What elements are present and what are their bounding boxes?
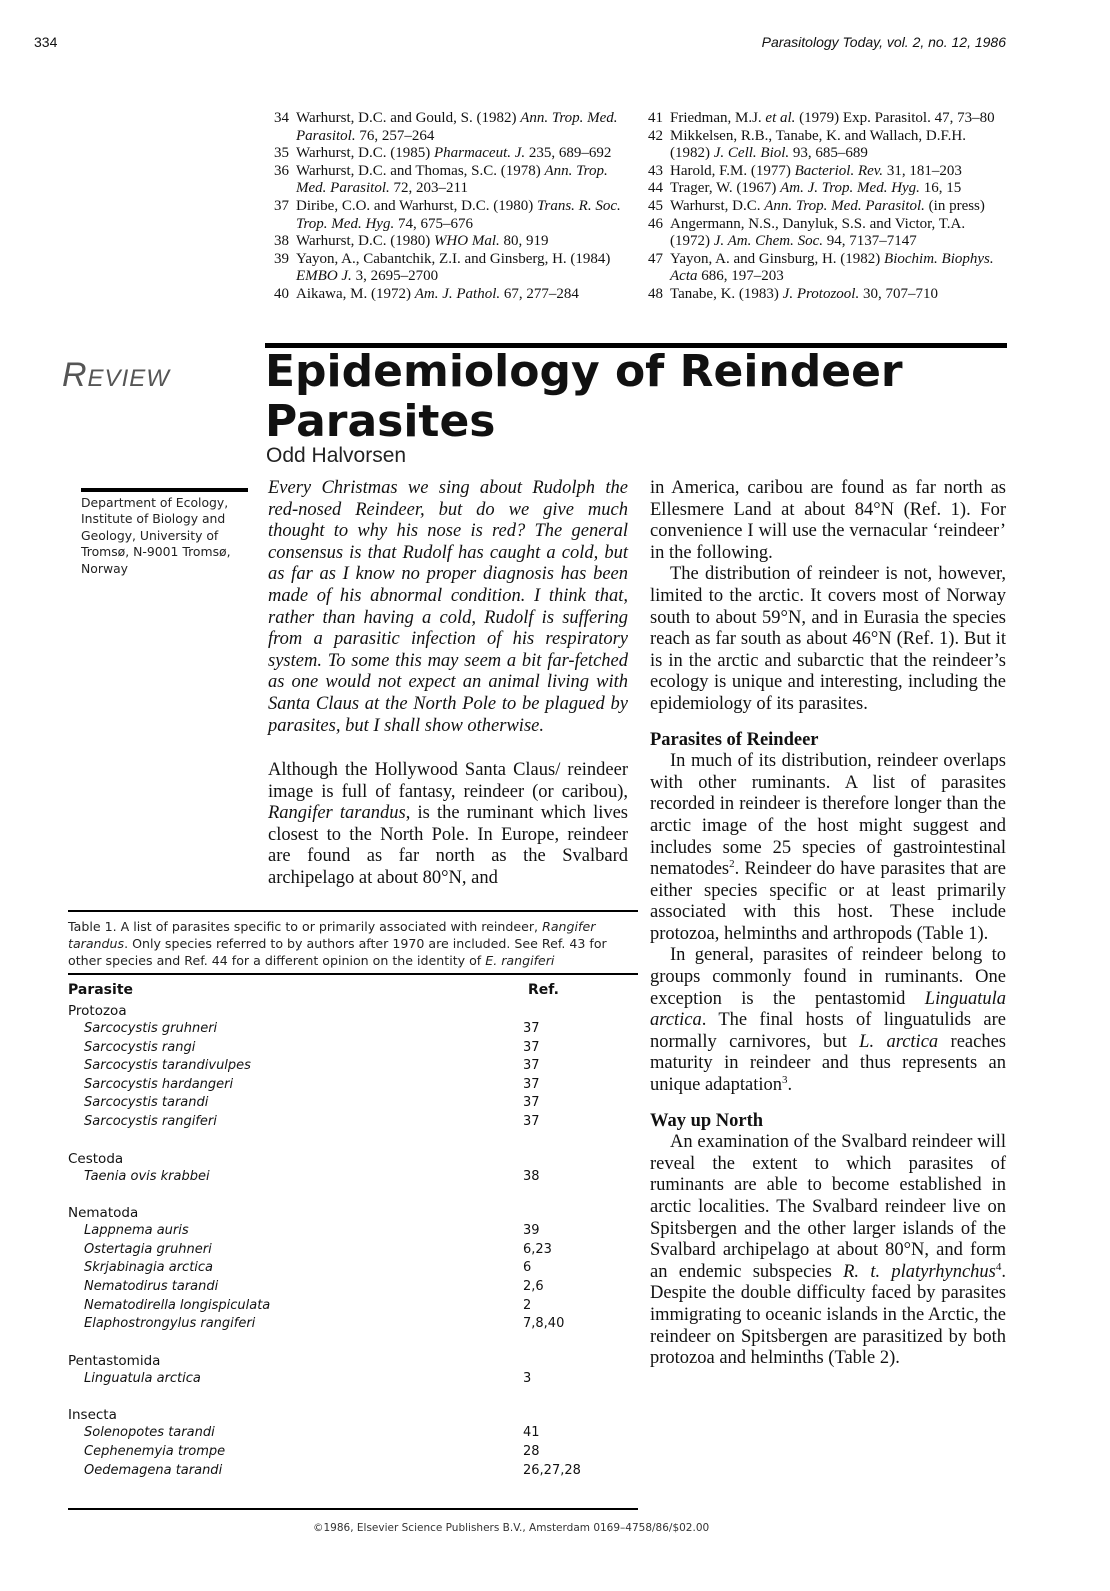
table-caption <box>68 918 638 969</box>
reference-number: 34 <box>274 110 289 126</box>
reference-tail: 235, 689–692 <box>525 145 612 162</box>
table-header <box>68 982 638 1002</box>
ref-cell: 6 <box>523 1260 532 1276</box>
reference-item <box>648 216 1008 251</box>
reference-text: Diribe, C.O. and Warhurst, D.C. (1980) <box>296 197 537 214</box>
species-cell: Ostertagia gruhneri <box>84 1241 212 1257</box>
species-name: Linguatula arctica <box>650 988 1006 1031</box>
ref-cell: 39 <box>523 1223 540 1239</box>
reference-item <box>648 180 1008 198</box>
reference-tail: 3, 2695–2700 <box>351 268 439 285</box>
body-paragraph <box>650 1132 1006 1370</box>
text: reaches maturity in reindeer and thus represents an unique adaptation <box>650 1031 1006 1096</box>
species-cell: Solenopotes tarandi <box>84 1425 215 1441</box>
reference-text: Warhurst, D.C. and Gould, S. (1982) <box>296 110 521 126</box>
ref-cell: 37 <box>523 1113 540 1129</box>
reference-item <box>648 251 1008 286</box>
reference-journal: Bacteriol. Rev. <box>794 162 884 179</box>
species-name: E. rangiferi <box>485 953 555 968</box>
species-cell: Elaphostrongylus rangiferi <box>84 1316 256 1332</box>
table-row <box>68 1443 638 1462</box>
species-cell: Sarcocystis hardangeri <box>84 1076 234 1092</box>
species-cell: Cephenemyia trompe <box>84 1443 226 1459</box>
species-name: Rangifer tarandus <box>268 803 406 824</box>
group-name: Protozoa <box>68 1003 127 1019</box>
reference-tail: 686, 197–203 <box>697 268 784 285</box>
reference-tail: 72, 203–211 <box>389 180 468 197</box>
reference-tail: 94, 7137–7147 <box>823 233 917 250</box>
ref-cell: 2 <box>523 1297 532 1313</box>
reference-journal: J. Am. Chem. Soc. <box>713 233 824 250</box>
copyright-notice: ©1986, Elsevier Science Publishers B.V., Amsterdam 0169–4758/86/$02.00 <box>313 1522 710 1534</box>
reference-number: 47 <box>648 250 663 267</box>
text: Although the Hollywood Santa Claus/ reindeer image is full of fantasy, reindeer (or caribou), <box>268 760 628 802</box>
reference-item <box>648 163 1008 181</box>
species-name: L. arctica <box>859 1031 939 1052</box>
footnote-ref: 3 <box>782 1073 788 1086</box>
group-name: Nematoda <box>68 1205 139 1222</box>
text: . The final hosts of linguatulids are normally carnivores, but <box>650 1010 1006 1052</box>
parasite-table <box>68 982 638 1480</box>
section-label: Review <box>62 356 170 394</box>
body-paragraph: The distribution of reindeer is not, however, limited to the arctic. It covers most of Norway south to about 59°N, and in Eurasia the species reach as far south as about 46°N (Ref. 1). But it is in the arctic and subarctic that the reindeer’s ecology is unique and interesting, including the epidemiology of its parasites. <box>650 564 1006 714</box>
table-row <box>68 1168 638 1187</box>
reference-item <box>274 110 629 145</box>
species-cell: Sarcocystis tarandi <box>84 1095 209 1111</box>
reference-number: 48 <box>648 285 663 302</box>
table-group <box>68 1150 638 1187</box>
reference-number: 43 <box>648 162 663 179</box>
ref-cell: 37 <box>523 1021 540 1036</box>
footnote-ref: 4 <box>995 1260 1002 1273</box>
group-name: Cestoda <box>68 1150 124 1167</box>
footnote-ref: 2 <box>729 857 735 870</box>
reference-text: Mikkelsen, R.B., Tanabe, K. and Wallach, D.F.H. (1982) <box>670 127 966 162</box>
reference-text: Harold, F.M. (1977) <box>670 162 795 179</box>
group-name: Insecta <box>68 1407 117 1424</box>
reference-text: Trager, W. (1967) <box>670 180 781 197</box>
species-cell: Nematodirus tarandi <box>84 1278 219 1294</box>
author-affiliation: Department of Ecology, Institute of Biology and Geology, University of Tromsø, N-9001 Tromsø, Norway <box>81 495 231 576</box>
table-row <box>68 1315 638 1334</box>
text: . <box>787 1075 793 1096</box>
page-number: 334 <box>34 34 58 50</box>
reference-item <box>274 286 629 304</box>
species-cell: Sarcocystis gruhneri <box>84 1021 218 1036</box>
reference-text: Angermann, N.S., Danyluk, S.S. and Victor, T.A. (1972) <box>670 215 966 250</box>
ref-cell: 7,8,40 <box>523 1316 565 1332</box>
reference-text: Yayon, A., Cabantchik, Z.I. and Ginsberg, H. (1984) <box>296 250 611 267</box>
ref-cell: 2,6 <box>523 1278 544 1294</box>
body-paragraph <box>650 945 1006 1096</box>
reference-journal: Biochim. Biophys. Acta <box>670 250 994 285</box>
ref-cell: 38 <box>523 1168 540 1184</box>
section-heading: Parasites of Reindeer <box>650 729 819 750</box>
ref-cell: 37 <box>523 1095 540 1111</box>
ref-cell: 28 <box>523 1443 540 1459</box>
reference-number: 44 <box>648 180 663 197</box>
table-row <box>68 1424 638 1443</box>
species-name: R. t. platyrhynchus <box>843 1261 996 1282</box>
reference-tail: 74, 675–676 <box>394 215 473 232</box>
group-name: Pentastomida <box>68 1352 161 1369</box>
reference-journal: Ann. Trop. Med. Parasitol. <box>764 197 925 214</box>
reference-journal: J. Protozool. <box>782 285 860 302</box>
reference-item <box>648 128 1008 163</box>
reference-tail: 31, 181–203 <box>883 162 962 179</box>
table-row <box>68 1297 638 1316</box>
reference-number: 37 <box>274 197 289 214</box>
reference-text: Warhurst, D.C. and Thomas, S.C. (1978) <box>296 162 545 179</box>
table-group <box>68 1002 638 1132</box>
reference-text: Aikawa, M. (1972) <box>296 285 415 302</box>
species-cell: Taenia ovis krabbei <box>84 1168 210 1184</box>
reference-number: 42 <box>648 127 663 144</box>
ref-cell: 26,27,28 <box>523 1462 581 1478</box>
reference-tail: 76, 257–264 <box>355 127 435 144</box>
reference-item <box>274 233 629 251</box>
species-cell: Nematodirella longispiculata <box>84 1297 271 1313</box>
text: In much of its distribution, reindeer overlaps with other ruminants. A list of parasites recorded in reindeer is therefore longer than the arctic image of the host might suggest and includes some 25 species of gastrointestinal nematodes <box>650 751 1006 880</box>
reference-journal: EMBO J. <box>296 268 352 285</box>
reference-text: Warhurst, D.C. <box>670 197 765 214</box>
reference-journal: Am. J. Pathol. <box>414 285 501 302</box>
reference-number: 41 <box>648 110 663 126</box>
body-paragraph <box>268 760 628 890</box>
species-cell: Oedemagena tarandi <box>84 1462 223 1478</box>
text: . Reindeer do have parasites that are either species specific or at least primarily associated with this host. These include protozoa, helminths and arthropods (Table 1). <box>650 859 1006 944</box>
table-body <box>68 1002 638 1480</box>
table-row <box>68 1370 638 1389</box>
table-group <box>68 1406 638 1480</box>
reference-item <box>648 110 1008 128</box>
reference-journal: Pharmaceut. J. <box>433 145 526 162</box>
intro-paragraph: Every Christmas we sing about Rudolph the red-nosed Reindeer, but do we give much thought to why his nose is red? The general consensus is that Rudolf has caught a cold, but as far as I know no proper diagnosis has been made of his abnormal condition. I think that, rather than having a cold, Rudolf is suffering from a parasitic infection of his respiratory system. To some this may seem a bit far-fetched as one would not expect an animal living with Santa Claus at the North Pole to be plagued by parasites, but I shall show otherwise. <box>268 478 628 736</box>
text: . Despite the double difficulty faced by parasites immigrating to oceanic islands in the Arctic, the reindeer on Spitsbergen are parasitized by both protozoa and helminths (Table 2). <box>650 1261 1006 1369</box>
section-heading: Way up North <box>650 1110 764 1131</box>
table-row <box>68 1222 638 1241</box>
references-left <box>274 110 629 304</box>
reference-tail: 30, 707–710 <box>859 285 938 302</box>
reference-text: Tanabe, K. (1983) <box>670 285 783 302</box>
article-author: Odd Halvorsen <box>266 444 407 467</box>
reference-journal: Am. J. Trop. Med. Hyg. <box>780 180 920 197</box>
text: An examination of the Svalbard reindeer will reveal the extent to which parasites of ruminants are able to become established in arctic localities. The Svalbard reindeer live on Spitsbergen and the other larger islands of the Svalbard archipelago at about 80°N, and form an endemic subspecies <box>650 1132 1006 1282</box>
reference-item <box>648 286 1008 304</box>
table-bottom-rule <box>68 1508 638 1510</box>
reference-item <box>648 198 1008 216</box>
table-row <box>68 1113 638 1132</box>
species-cell: Sarcocystis rangiferi <box>84 1113 217 1129</box>
reference-number: 39 <box>274 250 289 267</box>
table-row <box>68 1462 638 1481</box>
species-cell: Sarcocystis rangi <box>84 1039 196 1055</box>
affiliation-rule <box>81 488 248 492</box>
references-right <box>648 110 1008 304</box>
reference-journal: Trans. R. Soc. Trop. Med. Hyg. <box>296 197 621 232</box>
ref-cell: 37 <box>523 1058 540 1074</box>
reference-text: Warhurst, D.C. (1985) <box>296 145 434 162</box>
table-row <box>68 1039 638 1058</box>
journal-citation: Parasitology Today, vol. 2, no. 12, 1986 <box>761 34 1006 50</box>
reference-journal: Ann. Trop. Med. Parasitol. <box>296 110 618 144</box>
table-row <box>68 1259 638 1278</box>
table-row <box>68 1020 638 1039</box>
species-cell: Linguatula arctica <box>84 1370 201 1386</box>
body-column-right <box>650 478 1006 1370</box>
reference-number: 46 <box>648 215 663 232</box>
ref-cell: 3 <box>523 1370 532 1386</box>
reference-number: 38 <box>274 233 289 250</box>
reference-tail: (in press) <box>924 197 985 214</box>
reference-tail: 67, 277–284 <box>500 285 579 302</box>
species-name: Rangifer tarandus <box>68 919 596 951</box>
body-paragraph <box>650 751 1006 945</box>
header-ref: Ref. <box>528 982 559 998</box>
reference-item <box>274 251 629 286</box>
ref-cell: 37 <box>523 1039 540 1055</box>
reference-number: 36 <box>274 162 289 179</box>
species-cell: Lappnema auris <box>84 1223 189 1239</box>
table-group <box>68 1204 638 1334</box>
text: , is the ruminant which lives closest to the North Pole. In Europe, reindeer are found as far north as the Svalbard archipelago at about 80°N, and <box>268 803 629 888</box>
reference-journal: Ann. Trop. Med. Parasitol. <box>296 162 608 197</box>
header-parasite: Parasite <box>68 982 134 998</box>
reference-text: Yayon, A. and Ginsburg, H. (1982) <box>670 250 885 267</box>
table-row <box>68 1241 638 1260</box>
article-title: Epidemiology of Reindeer Parasites <box>265 346 903 447</box>
table-row <box>68 1278 638 1297</box>
reference-text: Warhurst, D.C. (1980) <box>296 233 434 250</box>
reference-item <box>274 198 629 233</box>
species-cell: Sarcocystis tarandivulpes <box>84 1058 251 1074</box>
table-row <box>68 1094 638 1113</box>
table-group <box>68 1352 638 1389</box>
reference-item <box>274 145 629 163</box>
ref-cell: 41 <box>523 1425 540 1441</box>
reference-journal: J. Cell. Biol. <box>713 145 790 162</box>
reference-journal: et al. <box>765 110 796 126</box>
reference-tail: 16, 15 <box>919 180 962 197</box>
table-row <box>68 1057 638 1076</box>
reference-tail: (1979) Exp. Parasitol. 47, 73–80 <box>795 110 995 126</box>
reference-tail: 93, 685–689 <box>789 145 868 162</box>
reference-tail: 80, 919 <box>499 233 549 250</box>
reference-journal: WHO Mal. <box>433 233 500 250</box>
text: In general, parasites of reindeer belong to groups commonly found in ruminants. One exception is the pentastomid <box>650 945 1006 1009</box>
table-caption-rule <box>68 973 638 975</box>
species-cell: Skrjabinagia arctica <box>84 1260 214 1276</box>
table-row <box>68 1076 638 1095</box>
text: . Only species referred to by authors after 1970 are included. See Ref. 43 for other species and Ref. 44 for a different opinion on the identity of <box>68 936 607 968</box>
reference-number: 45 <box>648 197 663 214</box>
reference-number: 40 <box>274 285 289 302</box>
body-column-left <box>268 760 628 890</box>
ref-cell: 6,23 <box>523 1241 552 1257</box>
reference-item <box>274 163 629 198</box>
reference-number: 35 <box>274 145 289 162</box>
body-paragraph: in America, caribou are found as far north as Ellesmere Land at about 84°N (Ref. 1). For convenience I will use the vernacular ‘reindeer’ in the following. <box>650 478 1006 563</box>
text: Table 1. A list of parasites specific to or primarily associated with reindeer, <box>68 919 543 934</box>
table-top-rule <box>68 910 638 912</box>
ref-cell: 37 <box>523 1076 540 1092</box>
reference-text: Friedman, M.J. <box>670 110 766 126</box>
